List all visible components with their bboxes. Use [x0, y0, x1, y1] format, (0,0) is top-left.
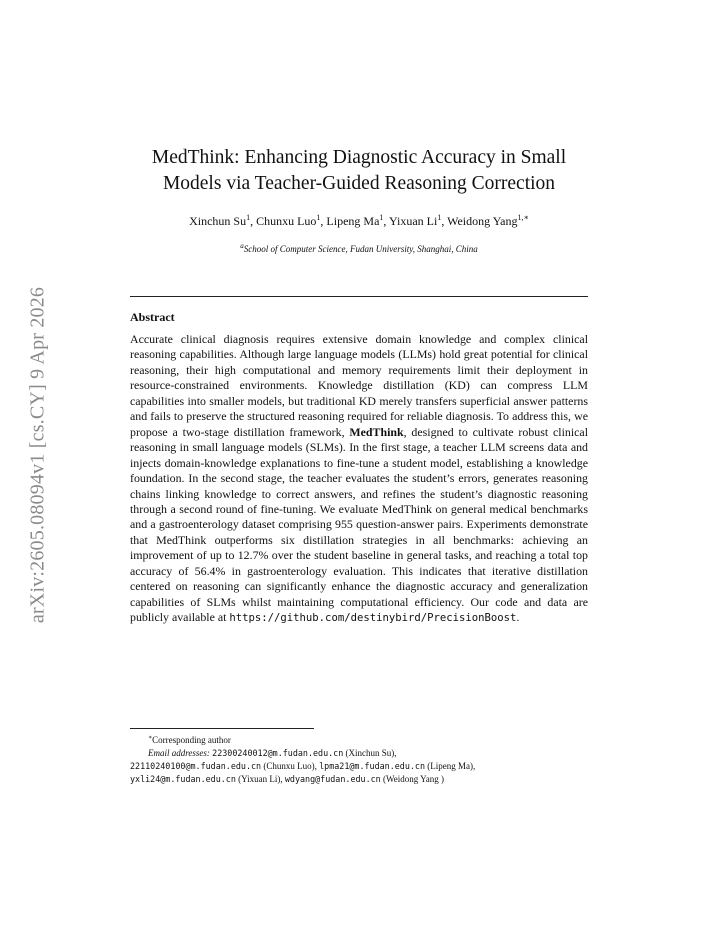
abstract-text: Accurate clinical diagnosis requires extensive domain knowledge and complex clinical reasoning capabilities. Although large language models (LLMs) hold great potential for clinical reasoning, their high computational and memory requirements limit their deployment in resource-constrained environments. Knowledge distillation (KD) can compress LLM capabilities into smaller models, but traditional KD merely transfers superficial answer patterns and fails to preserve the structured reasoning required for reliable diagnosis. To address this, we propose a two-stage distillation framework,: [130, 332, 588, 439]
author-name: Chunxu Luo: [256, 214, 317, 228]
code-url-link[interactable]: https://github.com/destinybird/PrecisionBoost: [229, 612, 517, 625]
abstract-top-rule: [130, 296, 588, 297]
corresponding-text: Corresponding author: [152, 735, 231, 745]
email-address[interactable]: 22110240100@m.fudan.edu.cn: [130, 761, 262, 771]
email-owner: (Yixuan Li): [238, 774, 281, 784]
affiliation-mark: a: [240, 242, 244, 250]
email-address[interactable]: yxli24@m.fudan.edu.cn: [130, 774, 236, 784]
footnotes: [130, 732, 600, 786]
email-line: 22110240100@m.fudan.edu.cn (Chunxu Luo), lpma21@m.fudan.edu.cn (Lipeng Ma),: [130, 761, 476, 771]
email-line: Email addresses: 22300240012@m.fudan.edu.cn (Xinchun Su),: [148, 748, 397, 758]
author-name: Yixuan Li: [388, 214, 438, 228]
framework-name: MedThink: [349, 424, 404, 439]
affiliation-mark: 1: [437, 213, 442, 222]
affiliation-text: School of Computer Science, Fudan University, Shanghai, China: [243, 244, 478, 254]
email-owner: (Weidong Yang ): [382, 774, 444, 784]
author-name: Lipeng Ma: [326, 214, 380, 228]
email-address[interactable]: lpma21@m.fudan.edu.cn: [319, 761, 425, 771]
affiliation-mark: 1,∗: [517, 213, 529, 222]
email-address[interactable]: 22300240012@m.fudan.edu.cn: [212, 748, 344, 758]
author-name: Weidong Yang: [447, 214, 518, 228]
email-owner: (Xinchun Su): [345, 748, 395, 758]
affiliation: [130, 240, 588, 255]
abstract-body: [130, 332, 588, 627]
corresponding-note: [130, 732, 600, 747]
abstract-heading: Abstract: [130, 310, 175, 324]
paper-title: [130, 145, 588, 197]
title-line-2: Models via Teacher-Guided Reasoning Correction: [162, 173, 556, 194]
email-label: Email addresses:: [148, 748, 210, 758]
email-address[interactable]: wdyang@fudan.edu.cn: [284, 774, 381, 784]
abstract-text-end: .: [516, 610, 520, 625]
email-owner: (Chunxu Luo): [263, 761, 315, 771]
author-name: Xinchun Su: [189, 214, 247, 228]
footnote-rule: [130, 728, 314, 729]
arxiv-identifier[interactable]: arXiv:2605.08094v1 [cs.CY] 9 Apr 2026: [26, 286, 49, 624]
affiliation-mark: 1: [246, 213, 251, 222]
affiliation-mark: 1: [316, 213, 321, 222]
affiliation-mark: 1: [379, 213, 384, 222]
abstract-text: , designed to cultivate robust clinical reasoning in small language models (SLMs). In the first stage, a teacher LLM screens data and injects domain-knowledge explanations to fine-tune a student model, establishing a knowledge foundation. In the second stage, the teacher evaluates the student’s errors, generates reasoning chains linking knowledge to correct answers, and refines the student’s diagnostic reasoning through a second round of fine-tuning. We evaluate MedThink on general medical benchmarks and a gastroenterology dataset comprising 955 question-answer pairs. Experiments demonstrate that MedThink outperforms six distillation strategies in all benchmarks: achieving an improvement of up to 12.7% over the student baseline in general tasks, and reaching a total top accuracy of 56.4% in gastroenterology evaluation. This indicates that iterative distillation centered on reasoning can significantly enhance the diagnostic accuracy and generalization capabilities of SLMs whilst maintaining computational efficiency. Our code and data are publicly available at: [130, 424, 588, 625]
email-line: yxli24@m.fudan.edu.cn (Yixuan Li), wdyang@fudan.edu.cn (Weidong Yang ): [130, 774, 444, 784]
title-line-1: MedThink: Enhancing Diagnostic Accuracy in Small: [151, 147, 567, 168]
email-owner: (Lipeng Ma): [427, 761, 473, 771]
author-list: Xinchun Su$^1$, Chunxu Luo$^1$, Lipeng Ma$^1$, Yixuan Li$^1$, Weidong Yang$^{1,∗}$: [189, 213, 529, 228]
footnote-mark: ∗: [148, 735, 153, 741]
